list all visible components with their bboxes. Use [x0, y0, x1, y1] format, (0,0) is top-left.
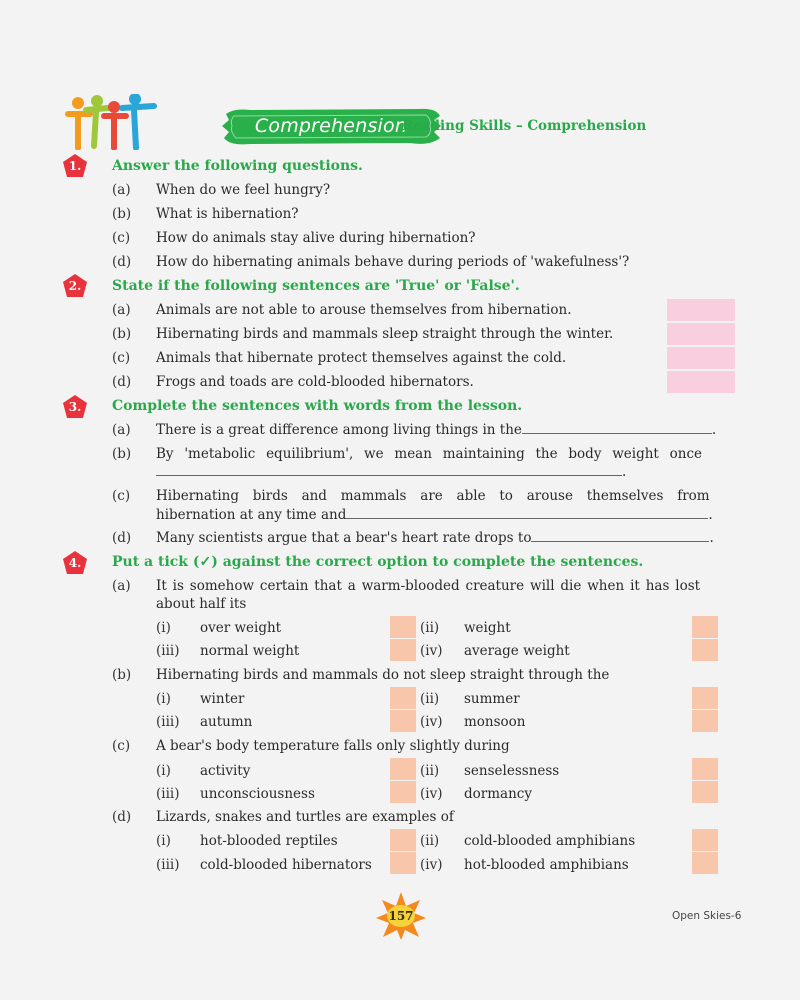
tick-box[interactable]: [390, 616, 416, 638]
fill-in-blank[interactable]: [156, 463, 622, 476]
tick-box[interactable]: [692, 616, 718, 638]
true-false-answer-box[interactable]: [667, 299, 735, 321]
question-4-badge: 4.: [62, 551, 88, 575]
tick-box[interactable]: [390, 687, 416, 709]
tick-box[interactable]: [390, 758, 416, 780]
fill-in-blank[interactable]: [531, 529, 709, 542]
tick-box[interactable]: [692, 687, 718, 709]
tick-box[interactable]: [390, 781, 416, 803]
tick-box[interactable]: [390, 852, 416, 874]
worksheet-page: Comprehension Reading Skills – Comprehension 1. Answer the following questions. (a) When do we feel hungry? (b) What is hibernation? (c) How do animals stay alive during hibernation? (d) How do hibernating animals behave during periods of 'wakefulness'? 2. State if the following sentences are 'True' or 'False'. (a) Animals are not able to arouse themselves from hibernation. (b) Hibernating birds and mammals sleep straight through the winter. (c) Animals that hibernate protect themselves against the cold. (d) Frogs and toads are cold-blooded hibernators. 3. Complete the sentences with words from the lesson. (a) There is a great difference among living things in the . (b) By 'metabolic equilibrium', we mean maintaining the body weight once . (c) Hibernating birds and mammals are able to arouse themselves from hibernation at any time and . (d) Many scientists argue that a bear's heart rate drops to . 4. Put a tick (✓) against the correct option to complete the sentences. (a) It is somehow certain that a warm-blooded creature will die when it has lost about half its (i) over weight (ii) weight (iii) normal weight (iv) average weight (b) Hibernating birds and mammals do not sleep straight through the (i) winter (ii) summer (iii) autumn (iv) monsoon (c) A bear's body temperature falls only slightly during (i) activity (ii) senselessness (iii) unconsciousness (iv) dormancy (d) Lizards, snakes and turtles are examples of (i) hot-blooded reptiles (ii) cold-blooded amphibians (iii) cold-blooded hibernators (iv) hot-blooded amphibians 157 Open Skies-6: [0, 0, 800, 1000]
tick-box[interactable]: [692, 781, 718, 803]
tick-box[interactable]: [692, 639, 718, 661]
fill-in-blank[interactable]: [346, 506, 708, 519]
question-3-badge: 3.: [62, 395, 88, 419]
question-4-heading: Put a tick (✓) against the correct option to complete the sentences.: [112, 554, 644, 570]
tick-box[interactable]: [390, 710, 416, 732]
tick-box[interactable]: [390, 829, 416, 851]
question-2-badge: 2.: [62, 274, 88, 298]
question-1-badge: 1.: [62, 154, 88, 178]
page-header: [60, 90, 740, 150]
true-false-answer-box[interactable]: [667, 347, 735, 369]
book-title: Open Skies-6: [672, 910, 742, 922]
question-3-heading: Complete the sentences with words from the lesson.: [112, 398, 523, 414]
children-group-icon: [64, 94, 160, 150]
banner-title: Comprehension: [254, 115, 408, 137]
fill-in-blank[interactable]: [522, 421, 712, 434]
tick-box[interactable]: [692, 829, 718, 851]
tick-box[interactable]: [390, 639, 416, 661]
tick-box[interactable]: [692, 852, 718, 874]
page-number: 157: [388, 909, 414, 923]
true-false-answer-box[interactable]: [667, 371, 735, 393]
question-1-heading: Answer the following questions.: [112, 158, 363, 174]
tick-box[interactable]: [692, 710, 718, 732]
true-false-answer-box[interactable]: [667, 323, 735, 345]
page-subtitle: Reading Skills – Comprehension: [402, 118, 647, 134]
tick-box[interactable]: [692, 758, 718, 780]
question-2-heading: State if the following sentences are 'True' or 'False'.: [112, 278, 520, 294]
